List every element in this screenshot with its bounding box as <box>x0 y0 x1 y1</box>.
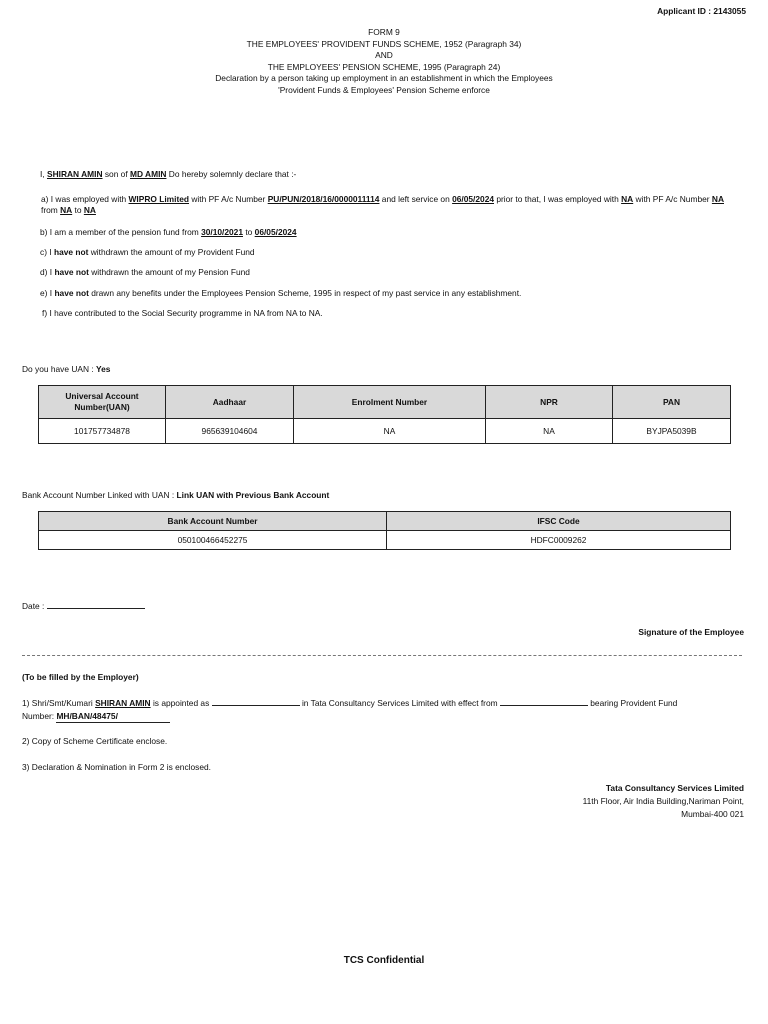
uan-table-header-row <box>39 386 731 419</box>
employer-pf-number: MH/BAN/48475/ <box>56 710 170 724</box>
effect-date-blank <box>500 697 588 706</box>
item-c-suffix: withdrawn the amount of my Provident Fund <box>90 247 255 257</box>
item-e-suffix: drawn any benefits under the Employees Pension Scheme, 1995 in respect of my past service in any establishment. <box>91 288 522 298</box>
intro-suffix: Do hereby solemnly declare that :- <box>168 169 297 179</box>
table-row <box>39 419 731 444</box>
prior-to: NA <box>83 204 96 215</box>
item-e-emphasis: have not <box>54 288 89 298</box>
left-service-date: 06/05/2024 <box>452 194 495 204</box>
npr-value: NA <box>486 419 613 444</box>
bank-linked-line <box>22 490 329 501</box>
declaration-item-a <box>41 194 731 216</box>
employee-name: SHIRAN AMIN <box>46 169 103 179</box>
designation-blank <box>212 697 300 706</box>
item-a-pf-label: with PF A/c Number <box>191 194 266 204</box>
bearing-pf-label: bearing Provident Fund <box>590 698 678 708</box>
prior-employer: NA <box>621 194 634 204</box>
uan-header-aadhaar: Aadhaar <box>166 386 294 419</box>
prior-from: NA <box>60 204 73 215</box>
item-c-emphasis: have not <box>53 247 89 257</box>
intro-prefix: I, <box>40 169 45 179</box>
scheme-line-1: THE EMPLOYEES' PROVIDENT FUNDS SCHEME, 1952 (Paragraph 34) <box>246 38 522 49</box>
appointee-name: SHIRAN AMIN <box>95 698 151 708</box>
employer-item-1-prefix: 1) Shri/Smt/Kumari <box>22 698 93 708</box>
uan-header-pan: PAN <box>613 386 731 419</box>
father-name: MD AMIN <box>130 169 167 179</box>
employer-item-1 <box>22 697 744 723</box>
uan-value: 101757734878 <box>39 419 166 444</box>
item-a-left-label: and left service on <box>381 194 450 204</box>
company-address-line-2: Mumbai-400 021 <box>681 809 744 819</box>
item-a-from-label: from <box>41 204 58 215</box>
declaration-subtitle-2: 'Provident Funds & Employees' Pension Scheme enforce <box>278 84 490 95</box>
declaration-item-b <box>40 227 730 238</box>
date-blank <box>47 600 145 609</box>
signature-label: Signature of the Employee <box>638 627 744 637</box>
item-a-to-label: to <box>74 204 82 215</box>
uan-question-label: Do you have UAN : <box>22 364 97 374</box>
aadhaar-value: 965639104604 <box>166 419 294 444</box>
date-label: Date : <box>22 601 45 611</box>
appointed-as-label: is appointed as <box>152 698 210 708</box>
declaration-subtitle-1: Declaration by a person taking up employment in an establishment in which the Employees <box>215 73 553 84</box>
uan-question <box>22 364 110 375</box>
item-b-prefix: b) I am a member of the pension fund from <box>40 227 199 237</box>
footer-confidential: TCS Confidential <box>343 955 425 966</box>
declaration-item-d <box>40 267 730 278</box>
bank-account-value: 050100466452275 <box>39 531 387 550</box>
form-title: FORM 9 <box>368 27 400 37</box>
pension-from-date: 30/10/2021 <box>201 227 243 237</box>
form-header <box>0 27 768 97</box>
son-of-label: son of <box>104 169 128 179</box>
scheme-line-2: THE EMPLOYEES' PENSION SCHEME, 1995 (Paragraph 24) <box>267 61 501 72</box>
employer-heading: (To be filled by the Employer) <box>22 672 139 682</box>
bank-header-account: Bank Account Number <box>39 512 387 531</box>
scheme-and: AND <box>375 50 393 61</box>
company-address-line-1: 11th Floor, Air India Building,Nariman Point, <box>582 796 744 806</box>
applicant-id-value: 2143055 <box>713 6 746 16</box>
item-d-prefix: d) I <box>40 267 53 277</box>
item-d-suffix: withdrawn the amount of my Pension Fund <box>91 267 250 277</box>
item-f-text: f) I have contributed to the Social Security programme in NA from NA to NA. <box>42 308 323 318</box>
previous-employer: WIPRO Limited <box>128 194 190 204</box>
uan-table <box>38 385 731 444</box>
bank-table <box>38 511 731 550</box>
pan-value: BYJPA5039B <box>613 419 731 444</box>
company-block <box>583 782 744 821</box>
section-divider <box>22 655 742 656</box>
pf-number-label: Number: <box>22 710 55 721</box>
table-row <box>39 531 731 550</box>
declaration-intro <box>40 169 730 180</box>
declaration-item-f <box>42 308 732 319</box>
enrolment-value: NA <box>294 419 486 444</box>
bank-linked-value: Link UAN with Previous Bank Account <box>176 490 330 500</box>
applicant-id-label: Applicant ID : <box>657 6 714 16</box>
uan-header-uan: Universal Account Number(UAN) <box>39 386 166 419</box>
item-b-to-label: to <box>245 227 253 237</box>
item-a-prior-label: prior to that, I was employed with <box>496 194 619 204</box>
item-e-prefix: e) I <box>40 288 53 298</box>
declaration-item-e <box>40 288 730 299</box>
item-c-prefix: c) I <box>40 247 52 257</box>
declaration-item-c <box>40 247 730 258</box>
employer-item-3: 3) Declaration & Nomination in Form 2 is enclosed. <box>22 762 211 772</box>
prior-pf-number: NA <box>711 194 724 204</box>
pension-to-date: 06/05/2024 <box>254 227 297 237</box>
bank-header-ifsc: IFSC Code <box>387 512 731 531</box>
uan-header-npr: NPR <box>486 386 613 419</box>
uan-answer: Yes <box>96 364 111 374</box>
bank-table-header-row <box>39 512 731 531</box>
bank-linked-label: Bank Account Number Linked with UAN : <box>22 490 177 500</box>
company-name: Tata Consultancy Services Limited <box>605 783 744 793</box>
item-a-prefix: a) I was employed with <box>41 194 127 204</box>
date-line <box>22 600 145 612</box>
item-d-emphasis: have not <box>54 267 89 277</box>
applicant-id <box>657 6 746 17</box>
pf-account-number: PU/PUN/2018/16/0000011114 <box>267 194 380 204</box>
effect-from-label: in Tata Consultancy Services Limited with effect from <box>301 698 498 708</box>
employer-item-2: 2) Copy of Scheme Certificate enclose. <box>22 736 168 746</box>
uan-header-enrolment: Enrolment Number <box>294 386 486 419</box>
item-a-pf2-label: with PF A/c Number <box>635 194 710 204</box>
ifsc-value: HDFC0009262 <box>387 531 731 550</box>
